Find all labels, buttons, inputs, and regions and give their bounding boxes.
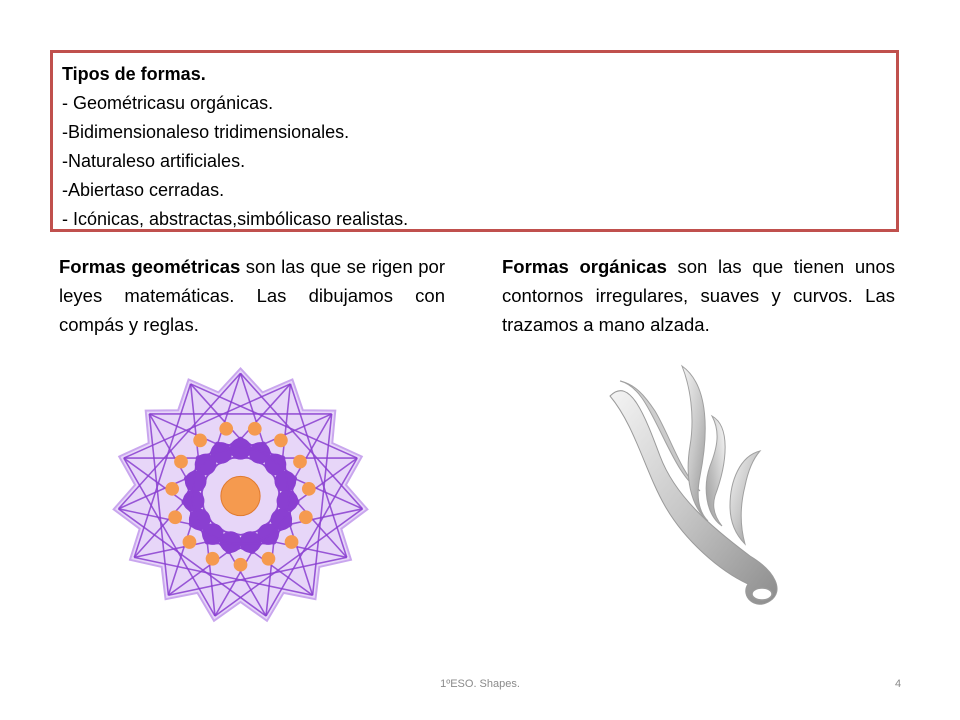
mandala-orange-petal [248,422,262,436]
mandala-orange-petal [183,535,197,549]
shape-types-box [50,50,899,232]
mandala-orange-petal [234,558,248,572]
types-line-natural-artificial: -Naturaleso artificiales. [62,151,246,171]
mandala-orange-petal [299,510,313,524]
mandala-center [221,476,260,515]
types-line-geometric-organic: - Geométricasu orgánicas. [62,93,274,113]
organic-leaf-brooch-image [590,356,800,626]
mandala-orange-petal [274,434,288,448]
mandala-orange-petal [302,482,316,496]
mandala-orange-petal [262,552,276,566]
geometric-forms-text: son las que se rigen por leyes matemáticas. Las dibujamos con compás y reglas. [59,256,445,335]
mandala-orange-petal [219,422,233,436]
geometric-forms-term: Formas geométricas [59,256,241,277]
mandala-orange-petal [174,455,188,469]
organic-forms-paragraph [502,252,895,339]
mandala-orange-petal [168,510,182,524]
types-line-open-closed: -Abiertaso cerradas. [62,180,225,200]
geometric-mandala-image [108,362,373,630]
mandala-orange-petal [206,552,220,566]
geometric-forms-paragraph [59,252,445,339]
organic-forms-text: son las que tienen unos contornos irregulares, suaves y curvos. Las trazamos a mano alzada. [502,256,895,335]
mandala-purple-petal [277,490,299,512]
mandala-purple-petal [183,490,205,512]
organic-forms-term: Formas orgánicas [502,256,667,277]
mandala-orange-petal [285,535,299,549]
types-line-iconic-abstract: - Icónicas, abstractas,simbólicaso realistas. [62,209,409,229]
mandala-orange-petal [165,482,179,496]
slide-footer: 1ºESO. Shapes. [440,678,520,690]
slide-page-number: 4 [895,678,902,690]
types-title: Tipos de formas. [62,64,206,84]
mandala-orange-petal [293,455,307,469]
mandala-orange-petal [193,434,207,448]
types-line-dimensional: -Bidimensionaleso tridimensionales. [62,122,350,142]
